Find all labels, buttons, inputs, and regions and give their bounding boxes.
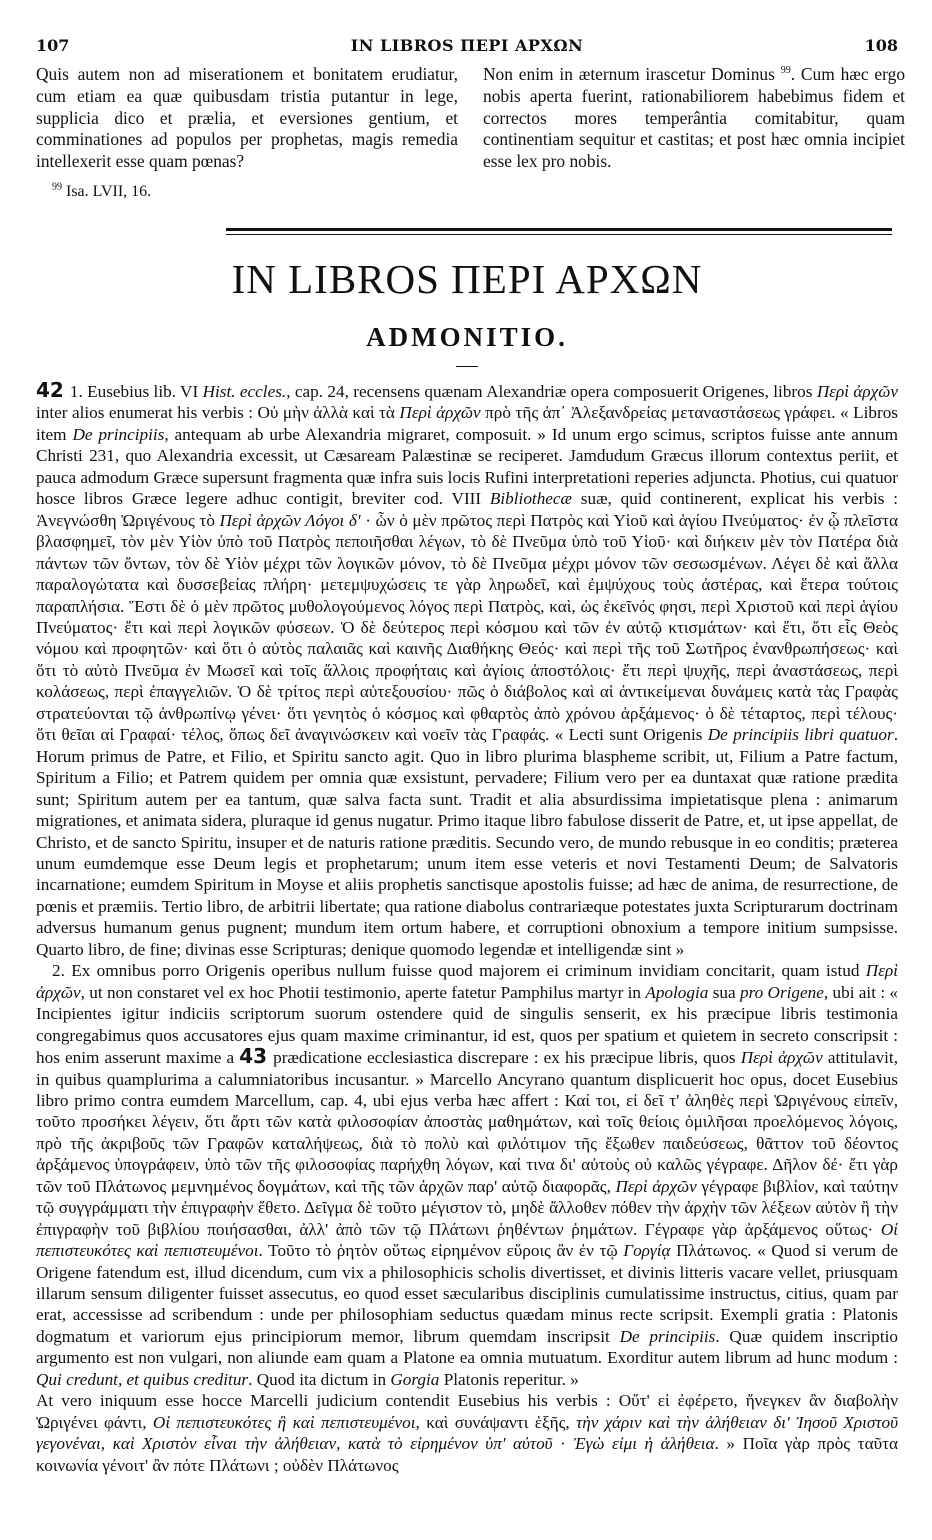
p2-g4: Οἱ πεπιστευκότες καὶ πεπιστευμένοι xyxy=(36,1219,898,1261)
p2-d: , ubi ait : « Incipientes igitur indiciis scriptorum suorum ostendere quid de singulis senserit, ex his præcipue libris testimonia congregabimus quos accusatores ejus quam maxime criminantur, id est, quos per spatium et quietem in secreto conscripsit : hos enim asserunt maxime a xyxy=(36,982,899,1068)
p1-a: 1. Eusebius lib. VI xyxy=(69,382,203,401)
p3-g2: τὴν χάριν καὶ τὴν ἀλήθειαν δι' Ἰησοῦ Χριστοῦ γεγονέναι, καὶ Χριστὸν εἶναι τὴν ἀλήθειαν, κατὰ τὸ εἰρημένον ὑπ' αὐτοῦ xyxy=(36,1412,898,1454)
footnote-mark: 99 xyxy=(52,181,62,193)
p1-hist: Hist. eccles. xyxy=(202,382,287,401)
margin-number-43: 43 xyxy=(239,1044,268,1069)
paragraph-2 xyxy=(36,960,898,1390)
p1-g: · ὧν ὁ μὲν πρῶτος περὶ Πατρὸς καὶ Υἱοῦ καὶ ἁγίου Πνεύματος· ἐν ᾧ πλεῖστα βλασφημεῖ, τὸν μὲν Υἱὸν ὑπὸ τοῦ Πατρὸς πεποιῆσθαι λέγων, τὸ δὲ Πνεῦμα ὑπὸ τοῦ Υἱοῦ· καὶ διήκειν μὲν τὸν Πατέρα διὰ πάντων τῶν ὄντων, τὸν δὲ Υἱὸν μέχρι τῶν λογικῶν μόνον, τὸ δὲ Πνεῦμα μέχρι μόνον τῶν σεσωσμένων. Λέγει δὲ καὶ ἄλλα παραλογώτατα καὶ δυσσεβείας πλήρη· μετεμψυχώσεις τε γὰρ ληρωδεῖ, καὶ ἐμψύχους τοὺς ἀστέρας, καὶ ἕτερα τούτοις παραπλήσια. Ἔστι δὲ ὁ μὲν πρῶτος μυθολογούμενος λόγος περὶ Πατρὸς, καὶ, ὡς ἐκεῖνός φησι, περὶ Χριστοῦ καὶ περὶ ἁγίου Πνεύματος· ἔτι καὶ περὶ λογικῶν φύσεων. Ὁ δὲ δεύτερος περὶ κόσμου καὶ τῶν ἐν αὐτῷ κτισμάτων· καὶ ἔτι, ὅτι εἷς Θεὸς νόμου καὶ προφητῶν· καὶ ὅτι ὁ αὐτὸς παλαιᾶς καὶ καινῆς Διαθήκης Θεός· καὶ περὶ τῆς τοῦ Σωτῆρος ἐνανθρωπήσεως· καὶ ὅτι τὸ αὐτὸ Πνεῦμα ἐν Μωσεῖ καὶ τοῖς ἄλλοις προφήταις καὶ ἁγίοις ἀποστόλοις· ἔτι περὶ ψυχῆς, περὶ ἀναστάσεως, περὶ κολάσεως, περὶ ἐπαγγελιῶν. Ὁ δὲ τρίτος περὶ αὐτεξουσίου· πῶς ὁ διάβολος καὶ αἱ ἀντικείμεναι δυνάμεις κατὰ τὰς Γραφὰς στρατεύονται τῷ ἀνθρωπίνῳ γένει· ὅτι γενητὸς ὁ κόσμος καὶ φθαρτὸς ἀπὸ χρόνου ἀρξάμενος· ὁ δὲ τέταρτος, περὶ τέλους· ὅτι θεῖαι αἱ Γραφαί· τέλος, ὅπως δεῖ ἀναγινώσκειν καὶ νοεῖν τὰς Γραφάς. « Lecti sunt Origenis xyxy=(36,510,899,745)
p1-bib: Bibliothecæ xyxy=(489,489,573,509)
p2-apol: Apologia xyxy=(645,982,709,1002)
footnote xyxy=(36,181,458,203)
subtitle: ADMONITIO. xyxy=(366,322,568,352)
section-rule-thick xyxy=(226,228,892,231)
margin-number-42: 42 xyxy=(36,378,64,402)
p2-i: Πλάτωνος. « Quod si verum de Origene fatendum est, illud dicendum, cum vix a philosophicis scholis divertisset, et divinis litteris vacare vellet, priusquam illarum sensum diligenter fuisset assecutus, eo quod esset sæcularibus disciplinis cumulatissime instructus, citius, quam par erat, accessisse ad scribendum : unde per philosophiam seductus quædam minus recte scripsit. Exempli gratia : Platonis dogmatum et variorum ejus principiorum memor, librum quemdam inscripsit xyxy=(36,1241,898,1346)
p2-gorgia: Gorgia xyxy=(390,1369,440,1389)
body-text xyxy=(36,380,898,1476)
p2-pro: pro Origene xyxy=(739,982,824,1002)
p1-c: inter alios enumerat his verbis : Οὐ μὴν ἀλλὰ καὶ τὰ xyxy=(36,403,400,423)
paragraph-3 xyxy=(36,1390,898,1476)
p2-gorg: Γοργίᾳ xyxy=(623,1241,671,1261)
section-rule-thin xyxy=(226,234,892,235)
top-right-text-a: Non enim in æternum irascetur Dominus xyxy=(483,64,775,84)
p2-k: . Quod ita dictum in xyxy=(248,1369,391,1389)
p2-f: attitulavit, in quibus quamplurima a calumniatoribus incusantur. » Marcello Ancyrano quantum displicuerit hoc opus, docet Eusebius libro primo contra eumdem Marcellum, cap. 4, ubi ejus verba hæc affert : Καί τοι, εἰ δεῖ τ' ἀληθὲς περὶ Ὠριγένους εἰπεῖν, τοῦτο προσήκει λέγειν, ὅτι ἄρτι τῶν κατὰ φιλοσοφίαν ἀποστὰς μαθημάτων, καὶ τοῖς θείοις ὁμιλῆσαι προελόμενος λόγοις, πρὸ τῆς ἀκριβοῦς τῶν Γραφῶν καταλήψεως, διὰ τὸ πολὺ καὶ φιλότιμον τῆς ἔξωθεν παιδεύσεως, θᾶττον τοῦ δέοντος ἀρξάμενος ὑπογράφειν, ὑπὸ τῶν τῆς φιλοσοφίας παρήχθη λόγων, καί τινα δι' αὐτοὺς οὐ καλῶς γέγραφε. Δῆλον δέ· ἔτι γὰρ τῶν τοῦ Πλάτωνος μεμνημένος δογμάτων, καὶ τῆς τῶν ἀρχῶν παρ' αὐτῷ διαφορᾶς, xyxy=(36,1048,899,1196)
p2-g2: Περὶ ἀρχῶν xyxy=(740,1048,823,1068)
p3-d: . » Ποῖα γὰρ πρὸς ταῦτα κοινωνία γένοιτ' ἂν πότε Πλάτωνι ; οὐδὲν Πλάτωνος xyxy=(36,1434,898,1475)
p3-a: At vero iniquum esse hocce Marcelli judicium contendit Eusebius his verbis : Οὔτ' εἰ ἐφέρετο, ἤνεγκεν ἂν διαβολὴν Ὠριγένει φάντι, xyxy=(36,1391,898,1432)
top-right-mark: 99 xyxy=(780,65,791,77)
p3-b: , καὶ συνάψαντι ἑξῆς, xyxy=(415,1412,577,1432)
footnote-text: Isa. LVII, 16. xyxy=(66,182,152,200)
p3-g1: Οἱ πεπιστευκότες ἢ καὶ πεπιστευμένοι xyxy=(152,1412,416,1432)
p1-f: suæ, quid continerent, explicat his verbis : Ἀνεγνώσθη Ὠριγένους τὸ xyxy=(36,489,898,530)
p2-g: γέγραφε βιβλίον, καὶ ταύτην τῷ συγγράμματι τὴν ἐπιγραφὴν ἔθετο. Δεῖγμα δὲ τοῦτο μέγιστον τὸ, μηδὲ ἄλλοθεν πόθεν τὴν ἀρχὴν τῶν λέξεων αὐτὸν ἢ τὴν ἐπιγραφὴν τοῦ βιβλίου ποιήσασθαι, ἀλλ' ἀπὸ τῶν τῷ Πλάτωνι ῥηθέντων ῥημάτων. Γέγραφε γὰρ ἀρξάμενος οὕτως· xyxy=(36,1176,899,1239)
p2-c: sua xyxy=(708,982,740,1002)
p3-g3: Ἐγὼ εἰμι ἡ ἀλήθεια xyxy=(573,1434,715,1454)
main-title: IN LIBROS ΠΕΡΙ ΑΡΧΩΝ xyxy=(231,256,703,302)
p1-h: . Horum primus de Patre, et Filio, et Spiritu sancto agit. Quo in libro plurima blaspheme scribit, ut, Filium a Patre factum, Spiritum a Filio; et Patrem quidem per omnia quæ exsistunt, pervadere; Filium vero per ea duntaxat quæ ratione prædita sunt; Spiritum autem per ea tantum, quæ salva facta sunt. Tradit et alia absurdissima impietatisque plena : animarum migrationes, et animata sidera, pluraque id genus nugatur. Primo itaque libro fabulose disserit de Patre, et, ut ipse appellat, de Christo, et de sancto Spiritu, insuper et de naturis ratione præditis. Secundo vero, de mundo rebusque in eo conditis; præterea unum eumdemque esse Deum legis et prophetarum; unum item esse veteris et novi Testamenti Deum; de Salvatoris incarnatione; eumdem Spiritum in Moyse et aliis prophetis sanctisque apostolis fuisse; ad hæc de anima, de resurrectione, de pœnis et præmiis. Tertio libro, de arbitrii libertate; qua ratione diabolus contrariæque potestates juxta Scripturarum doctrinam adversus humanum genus pugnent; mundum item ortum habere, et corruptioni obnoxium a tempore initium sumpsisse. Quarto libro, de fine; divinas esse Scripturas; denique quomodo legendæ et intelligendæ sint » xyxy=(36,725,898,959)
p1-dp2: De principiis libri quatuor xyxy=(707,725,894,745)
right-page-number: 108 xyxy=(864,36,898,55)
p1-d: πρὸ τῆς ἀπ᾽ Ἀλεξανδρείας μεταναστάσεως γράφει. « Libros item xyxy=(36,403,898,444)
top-left-column xyxy=(36,64,458,203)
p2-qui: Qui credunt, et quibus creditur xyxy=(36,1369,249,1389)
running-header xyxy=(36,36,898,58)
top-right-text xyxy=(483,64,905,173)
paragraph-1 xyxy=(36,380,898,960)
p1-e: , antequam ab urbe Alexandria migraret, composuit. » Id unum ergo scimus, scriptos fuisse ante annum Christi 231, quo Alexandria excessit, ut Cæsaream Palæstinæ se reciperet. Jamdudum Græcus illorum contextus periit, et pauca admodum Græce supersunt fragmenta quæ infra suis locis Rufini interpretationi reperies adjuncta. Photius, cui quatuor hosce libros Græce legere adhuc contigit, breviter cod. VIII xyxy=(36,424,898,509)
p2-dp: De principiis xyxy=(619,1326,716,1346)
short-rule xyxy=(456,366,478,367)
p1-g3: Περὶ ἀρχῶν Λόγοι δ' xyxy=(219,510,361,530)
p1-b: , cap. 24, recensens quænam Alexandriæ opera composuerit Origenes, libros xyxy=(286,382,817,401)
p1-dp: De principiis xyxy=(72,424,165,444)
left-page-number: 107 xyxy=(36,36,70,55)
p2-b: , ut non constaret vel ex hoc Photii testimonio, aperte fatetur Pamphilus martyr in xyxy=(80,982,646,1002)
top-right-text-b: . Cum hæc ergo nobis aperta fuerint, rationabiliorem habebimus fidem et correctos mores temperântia comitabitur, quam continentiam sequitur et castitas; et post hæc omnia incipiet esse lex pro nobis. xyxy=(483,64,906,172)
p2-e: prædicatione ecclesiastica discrepare : ex his præcipue libris, quos xyxy=(273,1048,741,1068)
p1-g2: Περὶ ἀρχῶν xyxy=(399,403,481,423)
p2-g3: Περὶ ἀρχῶν xyxy=(615,1176,697,1196)
top-right-column xyxy=(483,64,905,173)
running-title: IN LIBROS ΠΕΡΙ ΑΡΧΩΝ xyxy=(350,36,584,55)
p2-j: . Quæ quidem inscriptio argumento est non vulgari, non aliunde eam quam a Platone ea omnia mutuatum. Exorditur autem librum ad hunc modum : xyxy=(36,1326,899,1368)
p2-h: . Τοῦτο τὸ ῥητὸν οὕτως εἰρημένον εὕροις ἂν ἐν τῷ xyxy=(258,1241,624,1261)
p2-l: Platonis reperitur. » xyxy=(439,1369,579,1389)
top-left-text: Quis autem non ad miserationem et bonitatem erudiatur, cum etiam ea quæ quibusdam tristia putantur in lege, supplicia dico et prælia, et eversiones gentium, et comminationes ad populos per prophetas, magis remedia intellexerit esse quam pœnas? xyxy=(36,64,458,172)
p2-a: 2. Ex omnibus porro Origenis operibus nullum fuisse quod majorem ei criminum invidiam concitarit, quam istud xyxy=(52,961,866,981)
p3-c: · xyxy=(552,1434,574,1454)
p2-g1: Περὶ ἀρχῶν xyxy=(36,961,898,1002)
p1-g1: Περὶ ἀρχῶν xyxy=(816,382,898,401)
